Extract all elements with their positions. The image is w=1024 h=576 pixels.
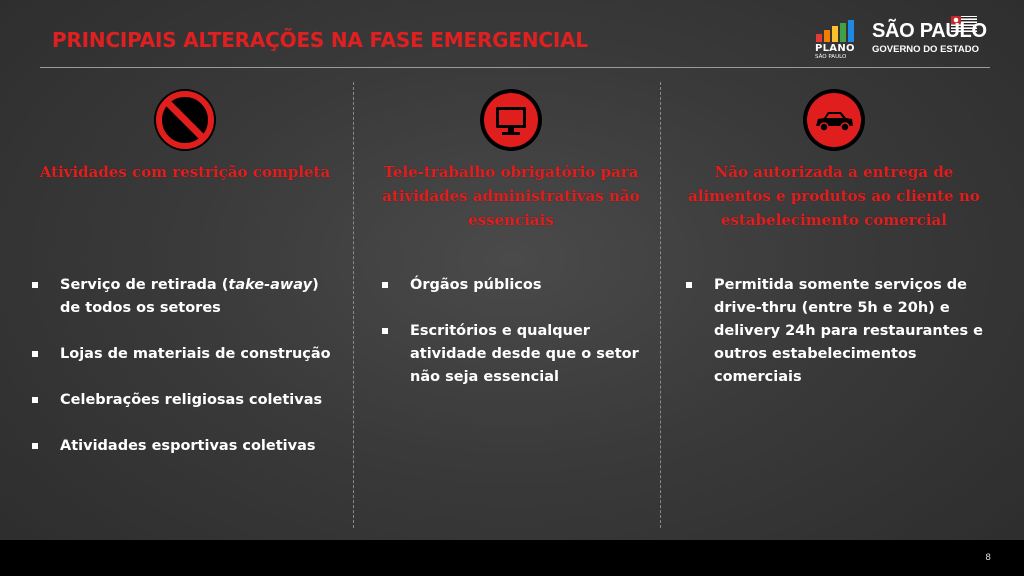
list-item bbox=[32, 389, 338, 412]
title-divider bbox=[40, 67, 990, 68]
car-icon bbox=[802, 88, 866, 152]
list-item bbox=[686, 274, 984, 389]
column-divider-1 bbox=[353, 82, 354, 528]
list-item bbox=[382, 320, 660, 389]
column-heading: Atividades com restrição completa bbox=[39, 163, 331, 181]
governo-sp-logo bbox=[872, 16, 994, 60]
bullet-square-icon bbox=[32, 282, 38, 288]
prohibited-icon bbox=[153, 88, 217, 152]
bullet-list bbox=[382, 274, 688, 412]
bullet-emphasis: take-away bbox=[228, 277, 313, 293]
bullet-square-icon bbox=[686, 282, 692, 288]
bullet-square-icon bbox=[382, 282, 388, 288]
bullet-text: ) de todos os setores bbox=[60, 277, 319, 316]
footer-bar bbox=[0, 540, 1024, 576]
bullet-text: Órgãos públicos bbox=[410, 277, 542, 293]
sp-logo-name: SÃO PAULO bbox=[872, 20, 987, 42]
column-heading: Não autorizada a entrega de alimentos e produtos ao cliente no estabelecimento comercial bbox=[688, 163, 980, 229]
column-heading: Tele-trabalho obrigatório para atividades administrativas não essenciais bbox=[382, 163, 640, 229]
bullet-text: Escritórios e qualquer atividade desde que o setor não seja essencial bbox=[410, 323, 639, 385]
list-item bbox=[32, 274, 338, 320]
sp-logo-gov: GOVERNO DO ESTADO bbox=[872, 44, 979, 55]
bullet-list bbox=[32, 274, 338, 481]
bullet-square-icon bbox=[382, 328, 388, 334]
bullet-text: Permitida somente serviços de drive-thru (entre 5h e 20h) e delivery 24h para restaurantes e outros estabelecimentos comerciais bbox=[714, 277, 983, 385]
plano-bars-icon bbox=[816, 20, 856, 42]
bullet-text: Atividades esportivas coletivas bbox=[60, 438, 316, 454]
bullet-square-icon bbox=[32, 351, 38, 357]
list-item bbox=[32, 435, 338, 458]
bullet-list bbox=[686, 274, 992, 412]
list-item bbox=[382, 274, 688, 297]
slide-title: PRINCIPAIS ALTERAÇÕES NA FASE EMERGENCIAL bbox=[52, 28, 588, 52]
bullet-text: Serviço de retirada ( bbox=[60, 277, 229, 293]
plano-sao-paulo-logo bbox=[812, 20, 858, 62]
page-number: 8 bbox=[985, 553, 991, 563]
plano-logo-sub: SÃO PAULO bbox=[815, 54, 847, 60]
computer-monitor-icon bbox=[479, 88, 543, 152]
plano-logo-word: PLANO bbox=[815, 43, 855, 54]
bullet-square-icon bbox=[32, 397, 38, 403]
bullet-square-icon bbox=[32, 443, 38, 449]
list-item bbox=[32, 343, 338, 366]
bullet-text: Lojas de materiais de construção bbox=[60, 346, 331, 362]
bullet-text: Celebrações religiosas coletivas bbox=[60, 392, 323, 408]
